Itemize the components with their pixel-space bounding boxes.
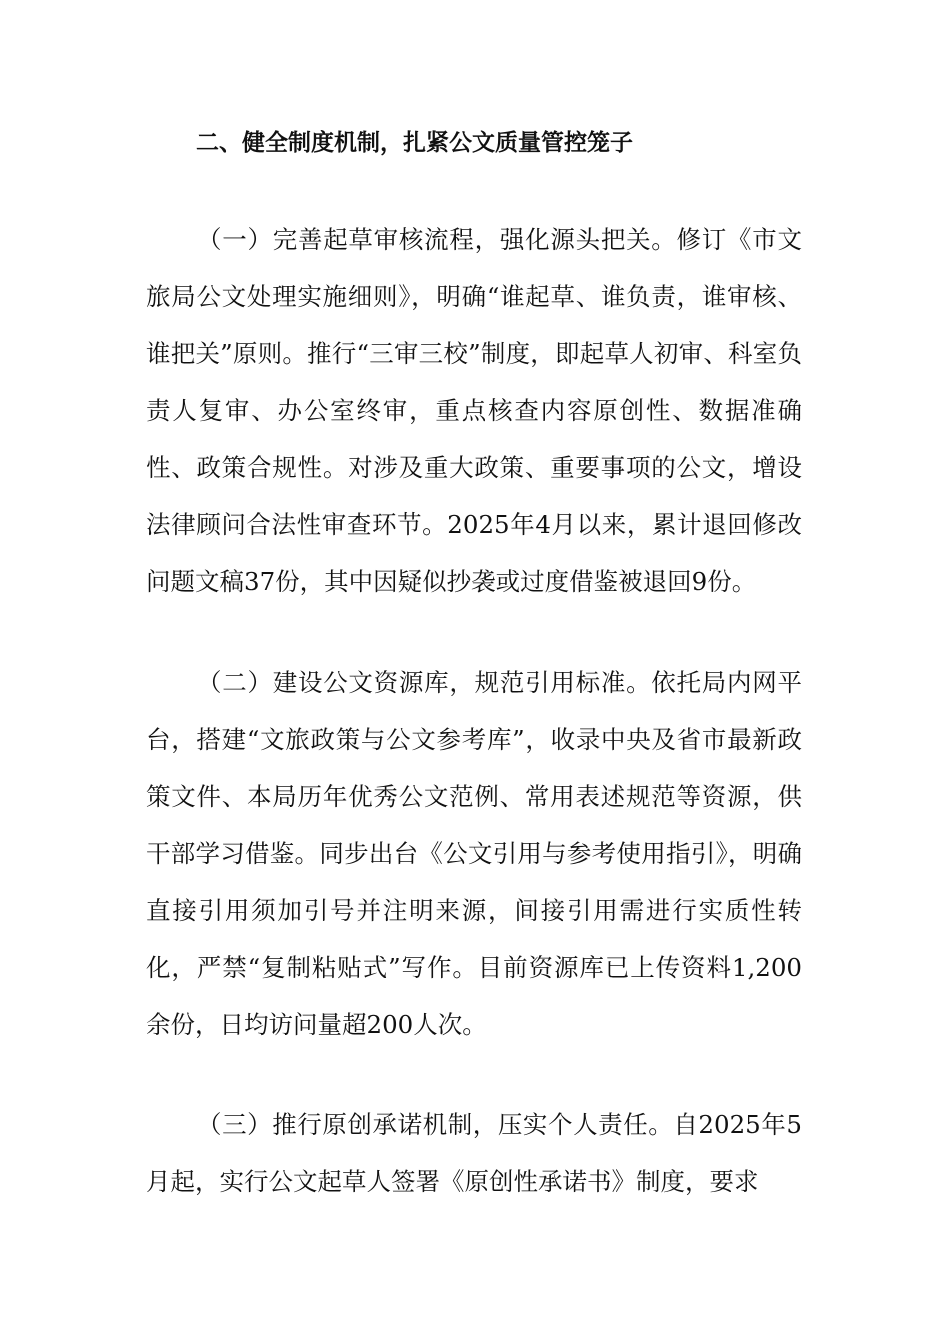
paragraph-resource-library: （二）建设公文资源库，规范引用标准。依托局内网平台，搭建“文旅政策与公文参考库”，收录中央及省市最新政策文件、本局历年优秀公文范例、常用表述规范等资源，供干部学习借鉴。同步出台《公文引用与参考使用指引》，明确直接引用须加引号并注明来源，间接引用需进行实质性转化，严禁“复制粘贴式”写作。目前资源库已上传资料1,200余份，日均访问量超200人次。 <box>146 668 802 1039</box>
paragraph-drafting-review: （一）完善起草审核流程，强化源头把关。修订《市文旅局公文处理实施细则》，明确“谁起草、谁负责，谁审核、谁把关”原则。推行“三审三校”制度，即起草人初审、科室负责人复审、办公室终审，重点核查内容原创性、数据准确性、政策合规性。对涉及重大政策、重要事项的公文，增设法律顾问合法性审查环节。2025年4月以来，累计退回修改问题文稿37份，其中因疑似抄袭或过度借鉴被退回9份。 <box>146 225 802 596</box>
section-heading: 二、健全制度机制，扎紧公文质量管控笼子 <box>196 130 633 156</box>
paragraph-originality-pledge: （三）推行原创承诺机制，压实个人责任。自2025年5月起，实行公文起草人签署《原创性承诺书》制度，要求 <box>146 1110 802 1196</box>
